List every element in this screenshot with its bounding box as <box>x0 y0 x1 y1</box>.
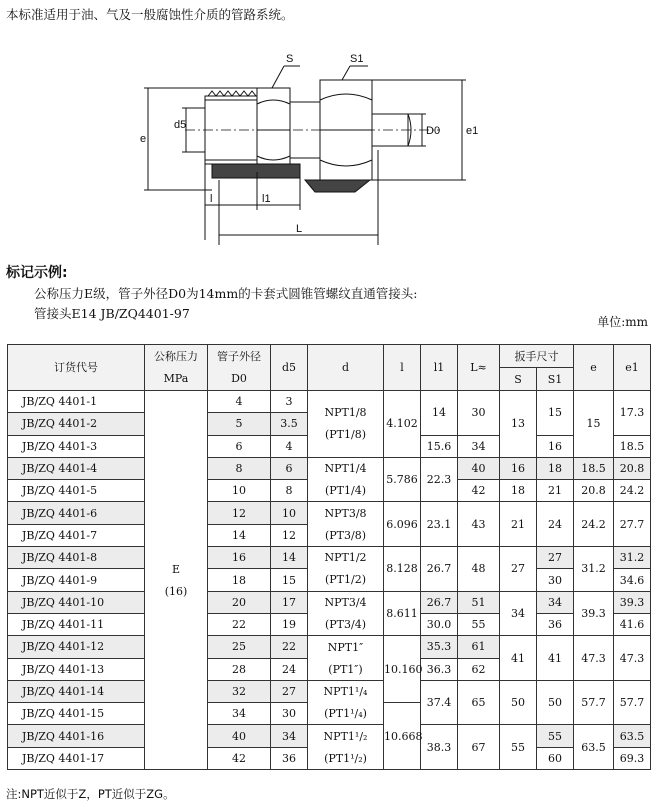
row-d0: 4 <box>208 391 271 413</box>
S1-cell: 21 <box>537 480 574 502</box>
row-d5: 22 <box>271 636 308 658</box>
d-cell <box>308 680 384 725</box>
e1-cell: 20.8 <box>614 457 651 479</box>
row-code: JB/ZQ 4401-15 <box>8 703 145 725</box>
d-npt: NPT1¹/₂ <box>323 729 368 743</box>
row-d0: 18 <box>208 569 271 591</box>
row-d5: 6 <box>271 457 308 479</box>
row-code: JB/ZQ 4401-11 <box>8 613 145 635</box>
S1-cell: 36 <box>537 613 574 635</box>
d-npt: NPT1/2 <box>324 551 367 565</box>
row-d0: 42 <box>208 747 271 769</box>
table-row <box>8 725 651 747</box>
l1-cell: 35.3 <box>421 636 458 658</box>
row-code: JB/ZQ 4401-4 <box>8 457 145 479</box>
header-pressure-unit: MPa <box>163 372 189 385</box>
header-od-label: 管子外径 <box>217 350 261 363</box>
d-npt: NPT1/4 <box>324 462 367 476</box>
label-d5: d5 <box>174 119 187 131</box>
d-npt: NPT3/8 <box>324 506 367 520</box>
e1-cell: 47.3 <box>614 636 651 681</box>
l-cell: 10.160 <box>384 636 421 703</box>
header-l: l <box>384 345 421 391</box>
fitting-svg <box>0 30 657 260</box>
l1-cell: 36.3 <box>421 658 458 680</box>
e1-cell: 57.7 <box>614 680 651 725</box>
d-cell <box>308 725 384 770</box>
row-d0: 16 <box>208 547 271 569</box>
unit-label: 单位:mm <box>597 315 648 329</box>
e-cell: 47.3 <box>574 636 614 681</box>
d-pt: (PT3/4) <box>324 617 367 631</box>
header-l1: l1 <box>421 345 458 391</box>
L-cell: 48 <box>458 547 500 592</box>
e-cell: 24.2 <box>574 502 614 547</box>
e1-cell: 41.6 <box>614 613 651 635</box>
header-e1: e1 <box>614 345 651 391</box>
row-d0: 28 <box>208 658 271 680</box>
label-l1: l1 <box>262 193 271 205</box>
l1-cell: 14 <box>421 391 458 436</box>
S-cell: 13 <box>500 391 537 458</box>
e1-cell: 31.2 <box>614 547 651 569</box>
row-d5: 34 <box>271 725 308 747</box>
L-cell: 62 <box>458 658 500 680</box>
L-cell: 61 <box>458 636 500 658</box>
header-pressure-label: 公称压力 <box>154 350 198 363</box>
S-cell: 16 <box>500 457 537 479</box>
e-cell: 63.5 <box>574 725 614 770</box>
d-pt: (PT1″) <box>328 662 363 676</box>
l1-cell: 26.7 <box>421 547 458 592</box>
row-d5: 30 <box>271 703 308 725</box>
header-L: L≈ <box>458 345 500 391</box>
e-cell: 15 <box>574 391 614 458</box>
row-code: JB/ZQ 4401-7 <box>8 524 145 546</box>
L-cell: 65 <box>458 680 500 725</box>
S1-cell: 27 <box>537 547 574 569</box>
row-d5: 8 <box>271 480 308 502</box>
fitting-drawing <box>0 30 657 260</box>
l1-cell: 26.7 <box>421 591 458 613</box>
row-d0: 32 <box>208 680 271 702</box>
label-d0: D0 <box>426 125 441 137</box>
table-row <box>8 547 651 569</box>
label-e: e <box>140 133 147 145</box>
l-cell: 5.786 <box>384 457 421 502</box>
d-pt: (PT1/2) <box>324 573 367 587</box>
row-code: JB/ZQ 4401-10 <box>8 591 145 613</box>
e-cell: 57.7 <box>574 680 614 725</box>
header-od-symbol: D0 <box>231 372 247 385</box>
d-pt: (PT3/8) <box>324 528 367 542</box>
l-cell: 8.128 <box>384 547 421 592</box>
header-od <box>208 345 271 391</box>
pressure-value: E <box>171 562 181 576</box>
row-code: JB/ZQ 4401-8 <box>8 547 145 569</box>
S1-cell: 41 <box>537 636 574 681</box>
header-S1: S1 <box>537 368 574 391</box>
row-d5: 10 <box>271 502 308 524</box>
S-cell: 27 <box>500 547 537 592</box>
d-npt: NPT1″ <box>327 640 364 654</box>
header-code: 订货代号 <box>8 345 145 391</box>
example-line-1: 公称压力E级，管子外径D0为14mm的卡套式圆锥管螺纹直通管接头: <box>34 286 418 301</box>
e1-cell: 27.7 <box>614 502 651 547</box>
S1-cell: 50 <box>537 680 574 725</box>
S-cell: 41 <box>500 636 537 681</box>
row-d5: 27 <box>271 680 308 702</box>
e1-cell: 17.3 <box>614 391 651 436</box>
d-pt: (PT1/4) <box>324 484 367 498</box>
example-line-2: 管接头E14 JB/ZQ4401-97 <box>34 306 190 321</box>
row-d0: 22 <box>208 613 271 635</box>
d-pt: (PT1/8) <box>324 428 367 442</box>
row-d5: 17 <box>271 591 308 613</box>
S1-cell: 60 <box>537 747 574 769</box>
e-cell: 31.2 <box>574 547 614 592</box>
row-d0: 10 <box>208 480 271 502</box>
d-npt: NPT3/4 <box>324 595 367 609</box>
row-code: JB/ZQ 4401-17 <box>8 747 145 769</box>
header-e: e <box>574 345 614 391</box>
e1-cell: 69.3 <box>614 747 651 769</box>
d-pt: (PT1¹/₂) <box>324 751 367 765</box>
e-cell: 39.3 <box>574 591 614 636</box>
header-wrench: 扳手尺寸 <box>500 345 574 368</box>
row-code: JB/ZQ 4401-2 <box>8 413 145 435</box>
row-code: JB/ZQ 4401-9 <box>8 569 145 591</box>
table-row <box>8 457 651 479</box>
d-pt: (PT1¹/₄) <box>324 707 367 721</box>
table-row <box>8 636 651 658</box>
l-cell: 6.096 <box>384 502 421 547</box>
L-cell: 55 <box>458 613 500 635</box>
table-row <box>8 591 651 613</box>
section-title: 标记示例: <box>6 265 68 281</box>
L-cell: 42 <box>458 480 500 502</box>
S-cell: 34 <box>500 591 537 636</box>
row-d5: 36 <box>271 747 308 769</box>
intro-text: 本标准适用于油、气及一般腐蚀性介质的管路系统。 <box>6 7 294 22</box>
row-d5: 12 <box>271 524 308 546</box>
header-S: S <box>500 368 537 391</box>
row-d0: 40 <box>208 725 271 747</box>
S1-cell: 55 <box>537 725 574 747</box>
e-cell: 18.5 <box>574 457 614 479</box>
row-d5: 24 <box>271 658 308 680</box>
header-d: d <box>308 345 384 391</box>
label-L: L <box>296 223 303 235</box>
d-cell <box>308 636 384 681</box>
pressure-mpa: (16) <box>164 584 188 598</box>
row-code: JB/ZQ 4401-14 <box>8 680 145 702</box>
row-d0: 12 <box>208 502 271 524</box>
l1-cell: 38.3 <box>421 725 458 770</box>
row-code: JB/ZQ 4401-5 <box>8 480 145 502</box>
S1-cell: 30 <box>537 569 574 591</box>
e1-cell: 18.5 <box>614 435 651 457</box>
header-row <box>8 345 651 368</box>
table-row <box>8 680 651 702</box>
l1-cell: 30.0 <box>421 613 458 635</box>
pressure-cell <box>145 391 208 770</box>
row-code: JB/ZQ 4401-3 <box>8 435 145 457</box>
e1-cell: 24.2 <box>614 480 651 502</box>
header-d5: d5 <box>271 345 308 391</box>
row-code: JB/ZQ 4401-1 <box>8 391 145 413</box>
label-e1: e1 <box>466 125 479 137</box>
L-cell: 34 <box>458 435 500 457</box>
S-cell: 50 <box>500 680 537 725</box>
d-cell <box>308 502 384 547</box>
row-d5: 3 <box>271 391 308 413</box>
footnote: 注:NPT近似于Z，PT近似于ZG。 <box>6 787 175 801</box>
l1-cell: 22.3 <box>421 457 458 502</box>
label-l: l <box>210 193 213 205</box>
row-d5: 19 <box>271 613 308 635</box>
table-row <box>8 391 651 413</box>
S1-cell: 18 <box>537 457 574 479</box>
d-npt: NPT1¹/₄ <box>323 685 368 699</box>
row-code: JB/ZQ 4401-13 <box>8 658 145 680</box>
table-row <box>8 502 651 524</box>
d-cell <box>308 457 384 502</box>
l1-cell: 23.1 <box>421 502 458 547</box>
S1-cell: 16 <box>537 435 574 457</box>
L-cell: 43 <box>458 502 500 547</box>
e-cell: 20.8 <box>574 480 614 502</box>
l1-cell: 15.6 <box>421 435 458 457</box>
S-cell: 55 <box>500 725 537 770</box>
L-cell: 40 <box>458 457 500 479</box>
S1-cell: 34 <box>537 591 574 613</box>
row-d5: 3.5 <box>271 413 308 435</box>
d-cell <box>308 591 384 636</box>
d-cell <box>308 547 384 592</box>
S-cell: 21 <box>500 502 537 547</box>
S1-cell: 15 <box>537 391 574 436</box>
row-d0: 6 <box>208 435 271 457</box>
label-s1: S1 <box>350 53 364 65</box>
L-cell: 67 <box>458 725 500 770</box>
row-d5: 15 <box>271 569 308 591</box>
row-d0: 34 <box>208 703 271 725</box>
d-cell <box>308 391 384 458</box>
L-cell: 51 <box>458 591 500 613</box>
l1-cell: 37.4 <box>421 680 458 725</box>
row-code: JB/ZQ 4401-6 <box>8 502 145 524</box>
S1-cell: 24 <box>537 502 574 547</box>
label-s: S <box>286 53 294 65</box>
row-d0: 14 <box>208 524 271 546</box>
row-d5: 14 <box>271 547 308 569</box>
l-cell: 8.611 <box>384 591 421 636</box>
S-cell: 18 <box>500 480 537 502</box>
row-d0: 8 <box>208 457 271 479</box>
row-code: JB/ZQ 4401-16 <box>8 725 145 747</box>
l-cell: 10.668 <box>384 703 421 770</box>
e1-cell: 63.5 <box>614 725 651 747</box>
row-d0: 20 <box>208 591 271 613</box>
e1-cell: 34.6 <box>614 569 651 591</box>
row-code: JB/ZQ 4401-12 <box>8 636 145 658</box>
l-cell: 4.102 <box>384 391 421 458</box>
row-d0: 5 <box>208 413 271 435</box>
d-npt: NPT1/8 <box>324 406 367 420</box>
header-pressure <box>145 345 208 391</box>
e1-cell: 39.3 <box>614 591 651 613</box>
row-d0: 25 <box>208 636 271 658</box>
row-d5: 4 <box>271 435 308 457</box>
spec-table <box>7 344 651 770</box>
L-cell: 30 <box>458 391 500 436</box>
